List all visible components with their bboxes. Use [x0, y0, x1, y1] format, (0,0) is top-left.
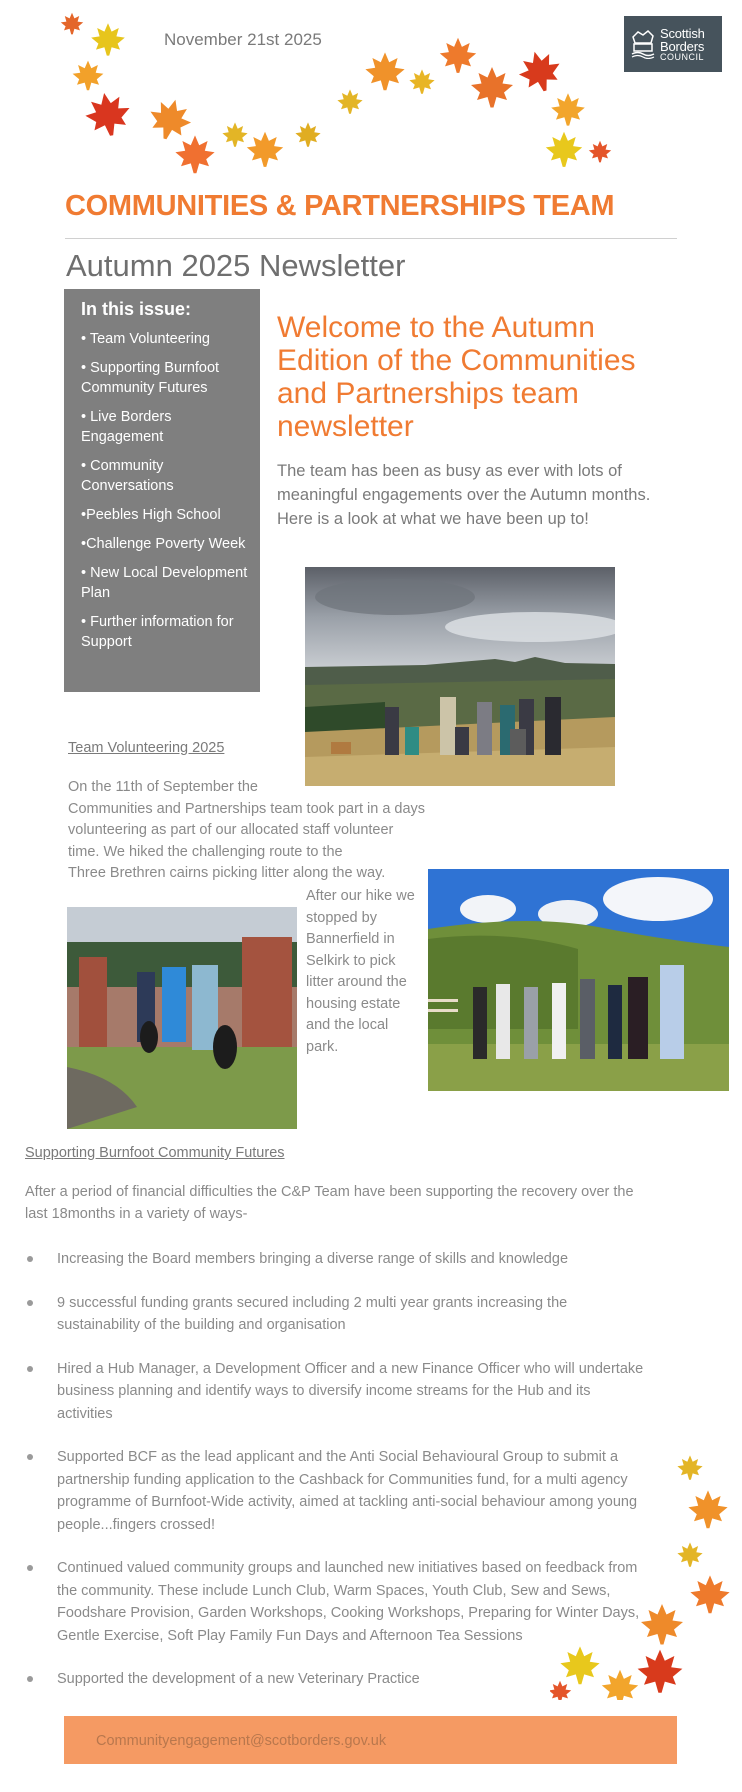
volunteering-text-line: Communities and Partnerships team took part in a days: [68, 800, 426, 817]
volunteering-text-line: Three Brethren cairns picking litter along the way.: [68, 865, 386, 881]
burnfoot-intro: After a period of financial difficulties the C&P Team have been supporting the recovery over the last 18months in a variety of ways-: [25, 1184, 634, 1222]
autumn-leaves-header-decoration: [60, 10, 620, 180]
issue-item-burnfoot: • Supporting Burnfoot Community Futures: [81, 360, 220, 396]
bullet-icon: [27, 1565, 33, 1571]
issue-contents-list: [81, 329, 250, 652]
list-item: [25, 1292, 645, 1337]
council-crest-icon: [630, 29, 656, 59]
logo-line-scottish: Scottish: [660, 25, 705, 41]
volunteering-text-line: time. We hiked the challenging route to the: [68, 843, 343, 860]
issue-item-live-borders: • Live Borders Engagement: [81, 409, 172, 445]
contact-email-link[interactable]: Communityengagement@scotborders.gov.uk: [96, 1733, 387, 1749]
list-item-text: Increasing the Board members bringing a diverse range of skills and knowledge: [57, 1251, 569, 1267]
bullet-icon: [27, 1454, 33, 1460]
list-item-text: Supported BCF as the lead applicant and the Anti Social Behavioural Group to submit a partnership funding application to the Cashback for Communities fund, for a multi agency programme of Burnfoot-Wide activity, aimed at tackling anti-social behaviour among young people...fingers crossed!: [57, 1449, 638, 1533]
team-volunteering-heading: Team Volunteering 2025: [68, 740, 225, 756]
team-title: COMMUNITIES & PARTNERSHIPS TEAM: [65, 190, 615, 222]
issue-item-team-volunteering: • Team Volunteering: [81, 331, 210, 347]
welcome-heading: Welcome to the Autumn Edition of the Communities and Partnerships team newsletter: [277, 311, 636, 443]
list-item-text: Continued valued community groups and launched new initiatives based on feedback from the community. These include Lunch Club, Warm Spaces, Youth Club, Sew and Sews, Foodshare Provision, Garden Workshops, Cooking Workshops, Preparing for Winter Days, Gentle Exercise, Soft Play Family Fun Days and Afternoon Tea Sessions: [57, 1560, 640, 1644]
volunteering-text-line: volunteering as part of our allocated staff volunteer: [68, 822, 394, 838]
litter-picking-photo: [67, 907, 297, 1129]
header-divider: [65, 238, 677, 239]
logo-line-council: COUNCIL: [660, 51, 705, 62]
in-this-issue-sidebar: [64, 289, 260, 692]
hillside-group-photo: [428, 869, 729, 1091]
contact-footer-bar: [64, 1716, 677, 1764]
scottish-borders-council-logo: [624, 16, 722, 72]
team-volunteering-text: [68, 777, 488, 885]
burnfoot-heading: Supporting Burnfoot Community Futures: [25, 1145, 285, 1161]
autumn-leaves-corner-decoration: [550, 1450, 740, 1700]
list-item-text: Hired a Hub Manager, a Development Officer and a new Finance Officer who will undertake business planning and identify ways to diversify income streams for the Hub and its activities: [57, 1360, 644, 1422]
bullet-icon: [27, 1366, 33, 1372]
volunteering-text-line: On the 11th of September the: [68, 779, 258, 795]
issue-item-further-information: • Further information for Support: [81, 614, 234, 650]
issue-item-challenge-poverty-week: •Challenge Poverty Week: [81, 536, 246, 552]
bullet-icon: [27, 1256, 33, 1262]
newsletter-title: Autumn 2025 Newsletter: [66, 248, 406, 283]
logo-wordmark: [660, 27, 705, 62]
list-item: [25, 1358, 645, 1426]
bullet-icon: [27, 1300, 33, 1306]
hill-group-photo: [305, 567, 615, 786]
list-item-text: Supported the development of a new Veterinary Practice: [57, 1671, 420, 1687]
list-item: [25, 1248, 645, 1271]
sidebar-heading: In this issue:: [81, 299, 192, 319]
bullet-icon: [27, 1676, 33, 1682]
newsletter-date: November 21st 2025: [164, 30, 322, 49]
logo-line-borders: Borders: [660, 38, 705, 54]
issue-item-peebles-high-school: •Peebles High School: [81, 507, 221, 523]
issue-item-community-conversations: • Community Conversations: [81, 458, 174, 494]
list-item-text: 9 successful funding grants secured including 2 multi year grants increasing the sustainability of the building and organisation: [57, 1294, 568, 1333]
after-hike-text: After our hike we stopped by Bannerfield in Selkirk to pick litter around the housing estate and the local park.: [306, 888, 415, 1055]
welcome-intro: The team has been as busy as ever with lots of meaningful engagements over the Autumn months. Here is a look at what we have been up to!: [277, 462, 651, 528]
issue-item-local-development-plan: • New Local Development Plan: [81, 565, 248, 601]
